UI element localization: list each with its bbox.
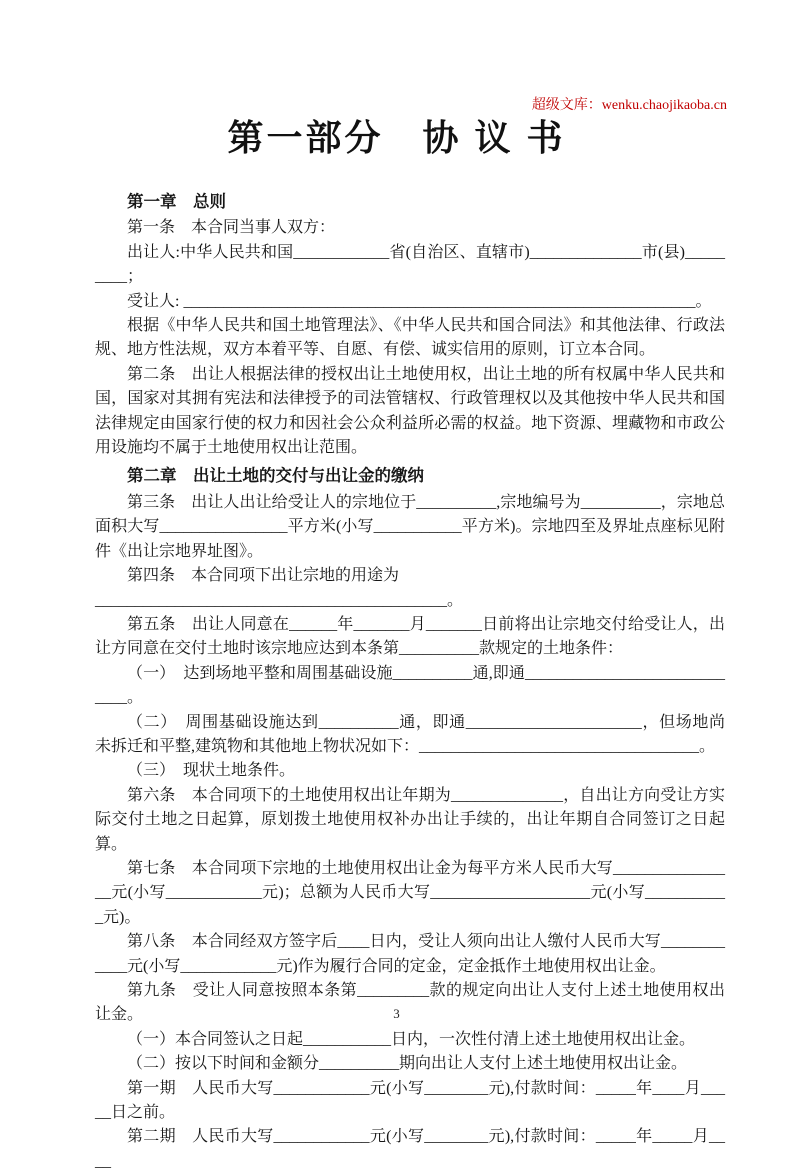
sub-item-paragraph: （一） 达到场地平整和周围基础设施__________通,即通_____________________________。 <box>95 664 725 707</box>
clause-paragraph: 第八条 本合同经双方签字后____日内，受让人须向出让人缴付人民币大写____________元(小写____________元)作为履行合同的定金，定金抵作土地使用权出让金。 <box>95 933 725 975</box>
blank-fill-line: ____________________________________________。 <box>95 591 464 609</box>
sub-item-paragraph: （一）本合同签认之日起___________日内，一次性付清上述土地使用权出让金。 <box>127 1030 696 1048</box>
chapter-heading: 第二章 出让土地的交付与出让金的缴纳 <box>127 467 424 486</box>
clause-paragraph: 第五条 出让人同意在______年_______月_______日前将出让宗地交付给受让人，出让方同意在交付土地时该宗地应达到本条第__________款规定的土地条件： <box>95 615 725 658</box>
chapter-heading: 第一章 总则 <box>127 193 226 211</box>
clause-paragraph: 第四条 本合同项下出让宗地的用途为 <box>127 567 400 585</box>
clause-paragraph: 根据《中华人民共和国土地管理法》、《中华人民共和国合同法》和其他法律、行政法规、地方性法规，双方本着平等、自愿、有偿、诚实信用的原则，订立本合同。 <box>95 317 725 359</box>
sub-item-paragraph: （二） 周围基础设施达到__________通，即通______________________，但场地尚未拆迁和平整,建筑物和其他地上物状况如下：___________________________________。 <box>95 713 725 755</box>
clause-paragraph: 第三条 出让人出让给受让人的宗地位于__________,宗地编号为__________，宗地总面积大写________________平方米(小写___________平方米)。宗地四至及界址点座标见附件《出让宗地界址图》。 <box>95 493 725 560</box>
document-body <box>95 186 725 1174</box>
clause-paragraph: 第二条 出让人根据法律的授权出让土地使用权，出让土地的所有权属中华人民共和国，国家对其拥有宪法和法律授予的司法管辖权、行政管理权以及其他按中华人民共和国法律规定由国家行使的权力和因社会公众利益所必需的权益。地下资源、埋藏物和市政公用设施均不属于土地使用权出让范围。 <box>95 365 725 457</box>
transferee-line: 受让人: ________________________________________________________________。 <box>127 292 712 310</box>
page-number: 3 <box>393 1006 400 1021</box>
installment-paragraph: 第一期 人民币大写____________元(小写________元),付款时间：_____年____月_____日之前。 <box>95 1079 725 1122</box>
sub-item-paragraph: （三） 现状土地条件。 <box>127 762 296 780</box>
watermark-site-link: 超级文库：wenku.chaojikaoba.cn <box>531 98 727 113</box>
installment-paragraph: 第二期 人民币大写____________元(小写________元),付款时间：_____年_____月____ <box>95 1128 725 1170</box>
document-title: 第一部分 协 议 书 <box>227 117 566 158</box>
clause-paragraph: 第九条 受让人同意按照本条第_________款的规定向出让人支付上述土地使用权出让金。 <box>95 982 725 1024</box>
clause-paragraph: 第七条 本合同项下宗地的土地使用权出让金为每平方米人民币大写________________元(小写____________元)；总额为人民币大写____________________元(小写___________元)。 <box>95 859 725 926</box>
transferor-line: 出让人:中华人民共和国____________省(自治区、直辖市)______________市(县)_________； <box>95 243 725 286</box>
clause-paragraph: 第一条 本合同当事人双方： <box>127 219 336 237</box>
clause-paragraph: 第六条 本合同项下的土地使用权出让年期为______________，自出让方向受让方实际交付土地之日起算，原划拨土地使用权补办出让手续的，出让年期自合同签订之日起算。 <box>95 786 725 853</box>
sub-item-paragraph: （二）按以下时间和金额分__________期向出让人支付上述土地使用权出让金。 <box>127 1055 688 1073</box>
